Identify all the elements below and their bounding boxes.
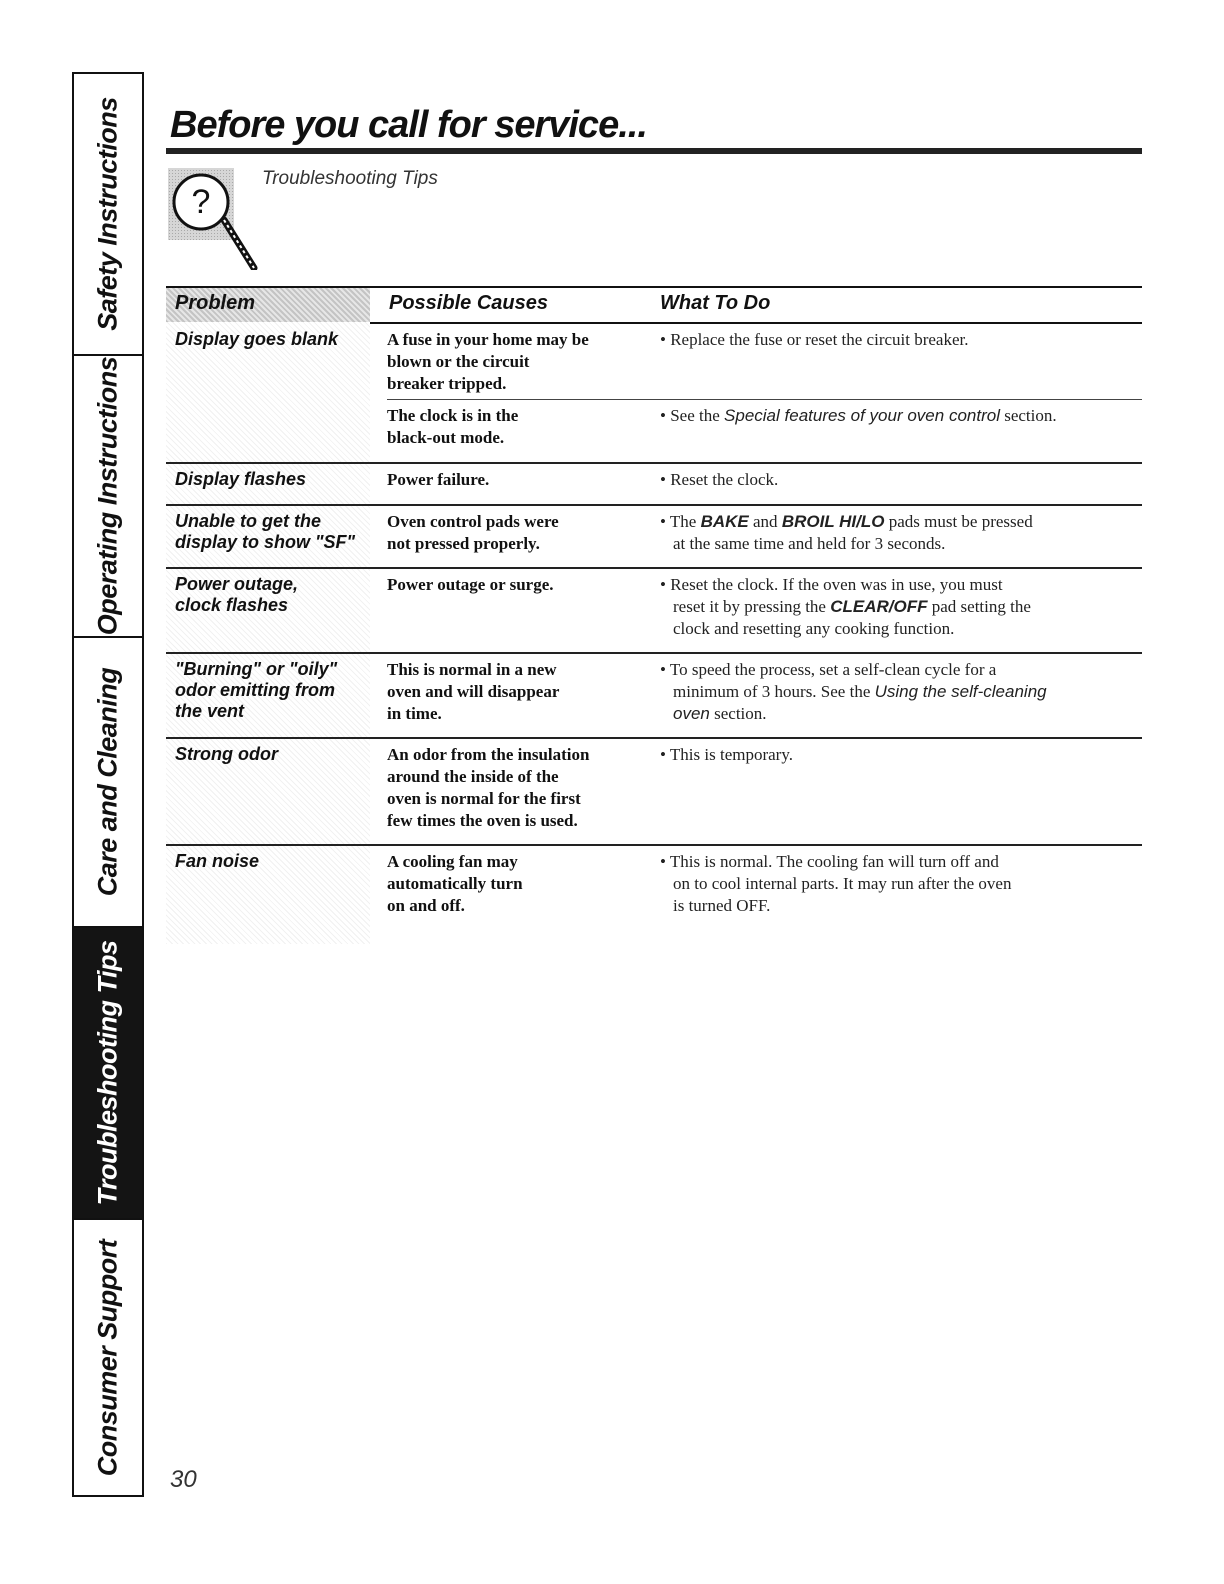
todo-line bbox=[660, 703, 1140, 725]
tab-consumer-support[interactable] bbox=[74, 1220, 142, 1495]
problem-line: "Burning" or "oily" bbox=[175, 659, 338, 679]
todo-text: This is normal. The cooling fan will turn off and bbox=[669, 852, 999, 871]
cause-normal-new-oven bbox=[387, 659, 637, 725]
cause-line: A fuse in your home may be bbox=[387, 330, 589, 349]
todo-press-bake-broil bbox=[660, 511, 1140, 555]
todo-self-clean-cycle bbox=[660, 659, 1140, 725]
todo-line: • This is temporary. bbox=[660, 745, 793, 764]
cause-pads-not-pressed bbox=[387, 511, 637, 555]
cause-power-surge bbox=[387, 574, 637, 596]
cause-line: black-out mode. bbox=[387, 428, 505, 447]
key-name: BROIL HI/LO bbox=[781, 512, 885, 531]
tab-label: Operating Instructions bbox=[92, 356, 123, 636]
cause-line: An odor from the insulation bbox=[387, 745, 590, 764]
todo-line: • To speed the process, set a self-clean cycle for a bbox=[660, 660, 997, 679]
tab-operating-instructions[interactable] bbox=[74, 356, 142, 638]
problem-line: Fan noise bbox=[175, 851, 260, 871]
column-header-problem: Problem bbox=[175, 292, 256, 314]
todo-text: and bbox=[748, 512, 782, 531]
problem-line: Strong odor bbox=[175, 744, 278, 764]
section-reference: Special features of your oven control bbox=[724, 406, 1000, 425]
row-rule bbox=[166, 844, 1142, 846]
todo-line bbox=[660, 596, 1140, 618]
row-rule bbox=[166, 737, 1142, 739]
todo-line: • Replace the fuse or reset the circuit breaker. bbox=[660, 330, 969, 349]
problem-line: Display flashes bbox=[175, 469, 307, 489]
row-rule bbox=[166, 462, 1142, 464]
problem-line: Power outage, bbox=[175, 574, 299, 594]
row-rule bbox=[166, 504, 1142, 506]
todo-line bbox=[660, 681, 1140, 703]
todo-text: pad setting the bbox=[927, 597, 1031, 616]
cause-fuse-blown bbox=[387, 329, 637, 395]
section-subtitle: Troubleshooting Tips bbox=[262, 168, 438, 189]
problem-display-flashes bbox=[175, 469, 306, 490]
problem-burning-odor bbox=[175, 659, 337, 722]
todo-replace-fuse bbox=[660, 329, 1140, 351]
section-tab-bar bbox=[72, 72, 144, 1497]
todo-line: • This is normal. The cooling fan will turn off and bbox=[660, 852, 999, 871]
todo-line: is turned OFF. bbox=[673, 896, 771, 915]
sub-row-rule bbox=[387, 399, 1142, 400]
cause-line: breaker tripped. bbox=[387, 374, 507, 393]
problem-line: Display goes blank bbox=[175, 329, 339, 349]
cause-line: This is normal in a new bbox=[387, 660, 557, 679]
problem-line: clock flashes bbox=[175, 595, 289, 615]
todo-text: To speed the process, set a self-clean cycle for a bbox=[669, 660, 997, 679]
problem-display-goes-blank bbox=[175, 329, 338, 350]
cause-line: in time. bbox=[387, 704, 442, 723]
tab-label: Safety Instructions bbox=[92, 97, 123, 331]
cause-line: oven is normal for the first bbox=[387, 789, 581, 808]
problem-line: display to show "SF" bbox=[175, 532, 356, 552]
svg-text:?: ? bbox=[191, 183, 211, 221]
cause-line: A cooling fan may bbox=[387, 852, 518, 871]
todo-text: section. bbox=[709, 704, 767, 723]
cause-line: not pressed properly. bbox=[387, 534, 540, 553]
todo-reset-after-outage bbox=[660, 574, 1140, 640]
todo-text: pads must be pressed bbox=[884, 512, 1033, 531]
todo-reset-clock bbox=[660, 469, 1140, 491]
cause-line: automatically turn bbox=[387, 874, 523, 893]
column-header-what-to-do: What To Do bbox=[660, 292, 771, 314]
cause-black-out-mode bbox=[387, 405, 637, 449]
todo-text: section. bbox=[999, 406, 1057, 425]
cause-line: on and off. bbox=[387, 896, 465, 915]
cause-cooling-fan bbox=[387, 851, 637, 917]
magnifier-question-icon bbox=[166, 158, 266, 270]
problem-power-outage bbox=[175, 574, 298, 616]
row-rule bbox=[166, 652, 1142, 654]
cause-insulation-odor bbox=[387, 744, 637, 832]
page-title: Before you call for service... bbox=[170, 104, 647, 146]
key-name: BAKE bbox=[700, 512, 749, 531]
todo-text: minimum of 3 hours. See the bbox=[673, 682, 875, 701]
cause-power-failure bbox=[387, 469, 637, 491]
tab-care-and-cleaning[interactable] bbox=[74, 638, 142, 928]
column-header-possible-causes: Possible Causes bbox=[389, 292, 548, 314]
tab-safety-instructions[interactable] bbox=[74, 74, 142, 356]
section-reference: oven bbox=[673, 704, 710, 723]
todo-line: clock and resetting any cooking function. bbox=[673, 619, 955, 638]
cause-line: blown or the circuit bbox=[387, 352, 530, 371]
cause-line: Power failure. bbox=[387, 470, 490, 489]
tab-label: Consumer Support bbox=[92, 1239, 123, 1476]
todo-text: reset it by pressing the bbox=[673, 597, 831, 616]
cause-line: The clock is in the bbox=[387, 406, 519, 425]
section-reference: Using the self-cleaning bbox=[874, 682, 1047, 701]
key-name: CLEAR/OFF bbox=[830, 597, 928, 616]
cause-line: few times the oven is used. bbox=[387, 811, 578, 830]
todo-text: This is temporary. bbox=[669, 745, 793, 764]
problem-line: Unable to get the bbox=[175, 511, 322, 531]
tab-troubleshooting-tips[interactable] bbox=[74, 928, 142, 1220]
title-rule bbox=[166, 148, 1142, 154]
problem-line: odor emitting from bbox=[175, 680, 335, 700]
todo-temporary bbox=[660, 744, 1140, 766]
todo-text: Reset the clock. bbox=[670, 470, 779, 489]
cause-line: Power outage or surge. bbox=[387, 575, 554, 594]
problem-strong-odor bbox=[175, 744, 278, 765]
todo-text: The bbox=[669, 512, 701, 531]
todo-text: See the bbox=[670, 406, 725, 425]
page-number: 30 bbox=[170, 1466, 197, 1493]
cause-line: around the inside of the bbox=[387, 767, 559, 786]
row-rule bbox=[166, 567, 1142, 569]
todo-line: • Reset the clock. If the oven was in use, you must bbox=[660, 575, 1003, 594]
todo-text: Replace the fuse or reset the circuit breaker. bbox=[670, 330, 969, 349]
header-underline bbox=[370, 322, 1142, 324]
problem-fan-noise bbox=[175, 851, 259, 872]
problem-line: the vent bbox=[175, 701, 245, 721]
todo-line: • The BAKE and BROIL HI/LO pads must be pressed bbox=[660, 512, 1033, 531]
todo-line: at the same time and held for 3 seconds. bbox=[673, 534, 946, 553]
cause-line: oven and will disappear bbox=[387, 682, 560, 701]
todo-see-special-features bbox=[660, 405, 1140, 427]
tab-label: Care and Cleaning bbox=[92, 667, 123, 897]
cause-line: Oven control pads were bbox=[387, 512, 559, 531]
tab-label: Troubleshooting Tips bbox=[92, 940, 123, 1206]
todo-text: Reset the clock. If the oven was in use, you must bbox=[670, 575, 1003, 594]
problem-unable-to-show-sf bbox=[175, 511, 355, 553]
todo-line: • See the Special features of your oven control section. bbox=[660, 406, 1057, 425]
todo-line: on to cool internal parts. It may run after the oven bbox=[673, 874, 1012, 893]
todo-fan-normal bbox=[660, 851, 1140, 917]
todo-line: • Reset the clock. bbox=[660, 470, 779, 489]
